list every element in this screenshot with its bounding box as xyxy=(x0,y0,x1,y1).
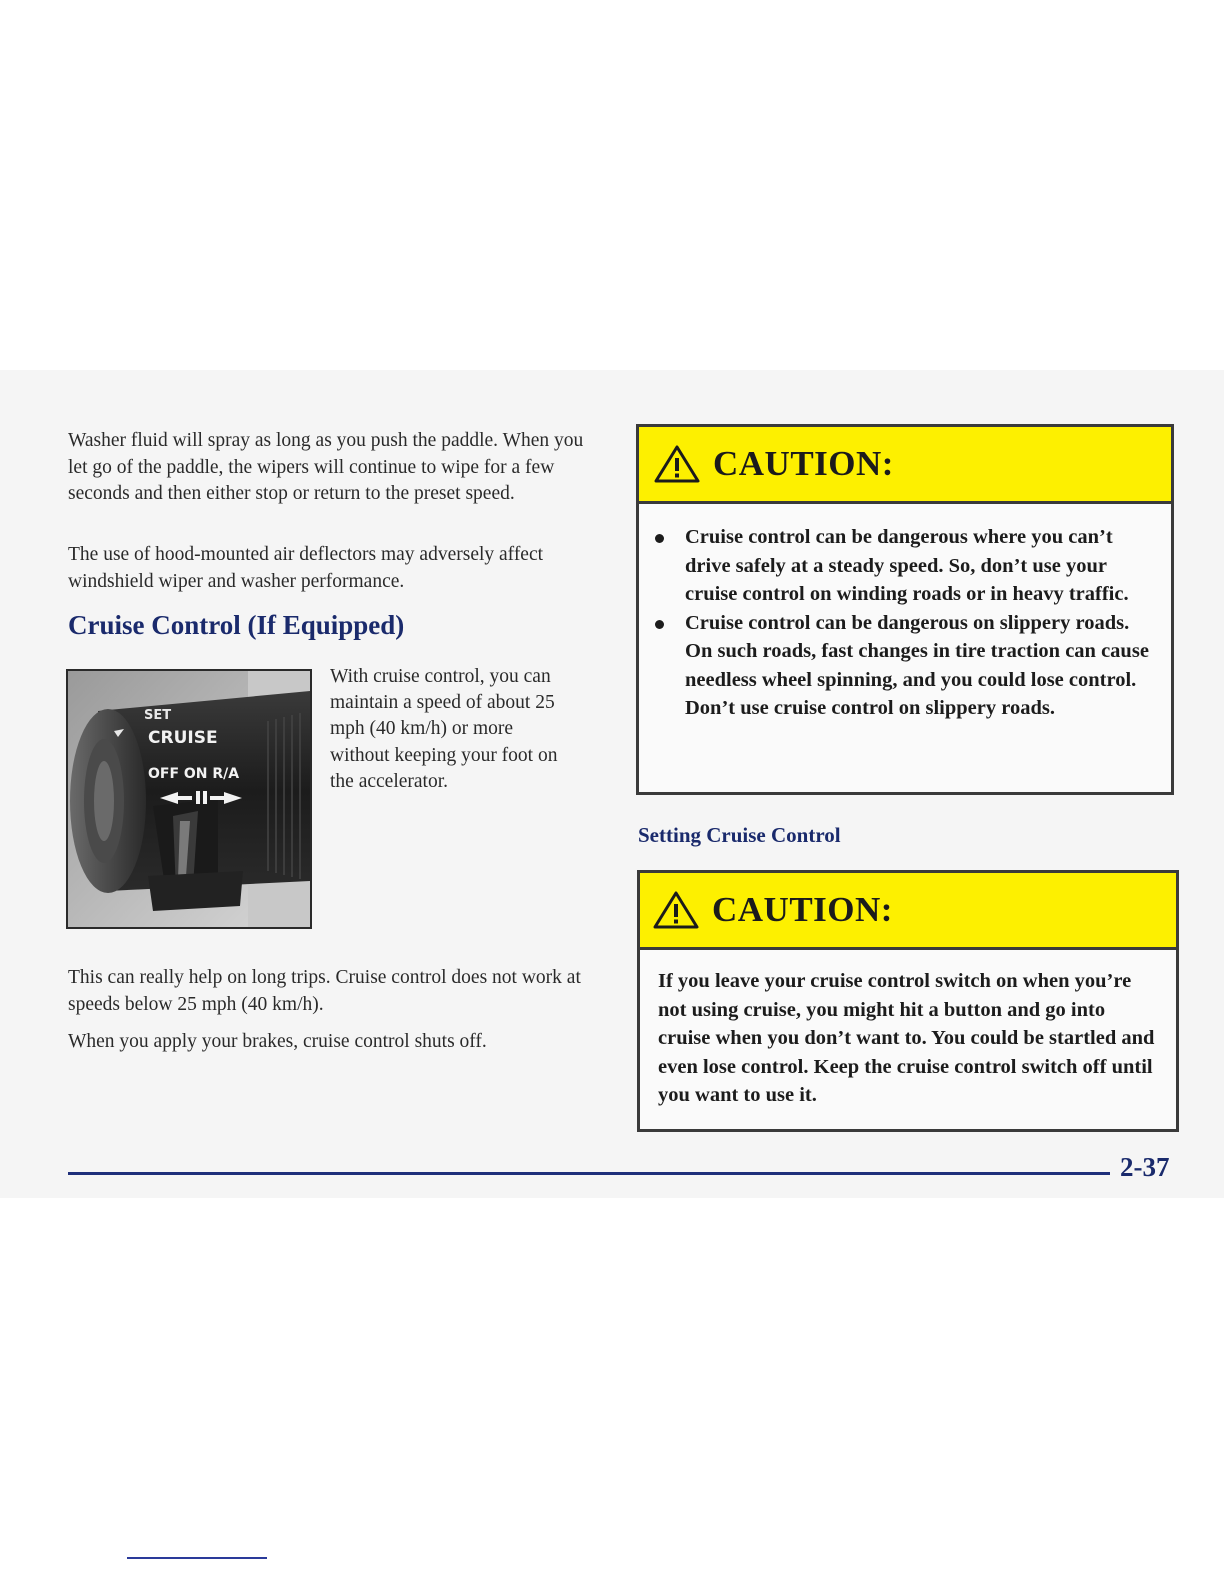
long-trips-paragraph: This can really help on long trips. Cruise control does not work at speeds below 25 mph (40 km/h). xyxy=(68,967,581,1015)
cruise-lever-illustration xyxy=(68,671,310,927)
brakes-paragraph: When you apply your brakes, cruise control shuts off. xyxy=(68,1031,487,1052)
bullet-icon xyxy=(655,620,664,629)
section-heading: Cruise Control (If Equipped) xyxy=(68,610,405,640)
caution-bullet xyxy=(639,609,1155,723)
caution-body: If you leave your cruise control switch on when you’re not using cruise, you might hit a button and go into cruise when you don’t want to. You could be startled and even lose control. Keep the cruise control switch off until you want to use it. xyxy=(658,970,1155,1106)
cruise-label: CRUISE xyxy=(148,728,218,748)
page-number: 2-37 xyxy=(1120,1152,1170,1182)
caution-bullet xyxy=(639,523,1155,609)
setting-cruise-heading: Setting Cruise Control xyxy=(638,823,841,847)
bottom-link-underline xyxy=(127,1557,267,1559)
air-deflector-paragraph: The use of hood-mounted air deflectors may adversely affect windshield wiper and washer performance. xyxy=(68,544,544,592)
modes-label: OFF ON R/A xyxy=(148,766,240,782)
caution-body xyxy=(639,504,1171,723)
caution-bullet-text: Cruise control can be dangerous where you can’t drive safely at a steady speed. So, don’t use your cruise control on winding roads or in heavy traffic. xyxy=(685,526,1129,605)
caution-box-2 xyxy=(637,870,1179,1132)
washer-fluid-paragraph: Washer fluid will spray as long as you push the paddle. When you let go of the paddle, the wipers will continue to wipe for a few seconds and then either stop or return to the preset speed. xyxy=(68,430,584,504)
warning-triangle-icon xyxy=(652,890,700,930)
warning-triangle-icon xyxy=(653,444,701,484)
caution-title: CAUTION: xyxy=(712,890,893,929)
caution-bullet-text: Cruise control can be dangerous on slippery roads. On such roads, fast changes in tire traction can cause needless wheel spinning, and you could lose control. Don’t use cruise control on slippery roads. xyxy=(685,611,1149,719)
bullet-icon xyxy=(655,534,664,543)
cruise-lever-photo xyxy=(66,669,312,929)
caution-box-1 xyxy=(636,424,1174,795)
caution-header xyxy=(639,427,1171,504)
caution-header xyxy=(640,873,1176,950)
cruise-intro-text: With cruise control, you can maintain a speed of about 25 mph (40 km/h) or more without keeping your foot on the accelerator. xyxy=(330,666,558,792)
caution-title: CAUTION: xyxy=(713,444,894,483)
footer-rule xyxy=(68,1172,1110,1175)
set-label: SET xyxy=(144,708,172,723)
